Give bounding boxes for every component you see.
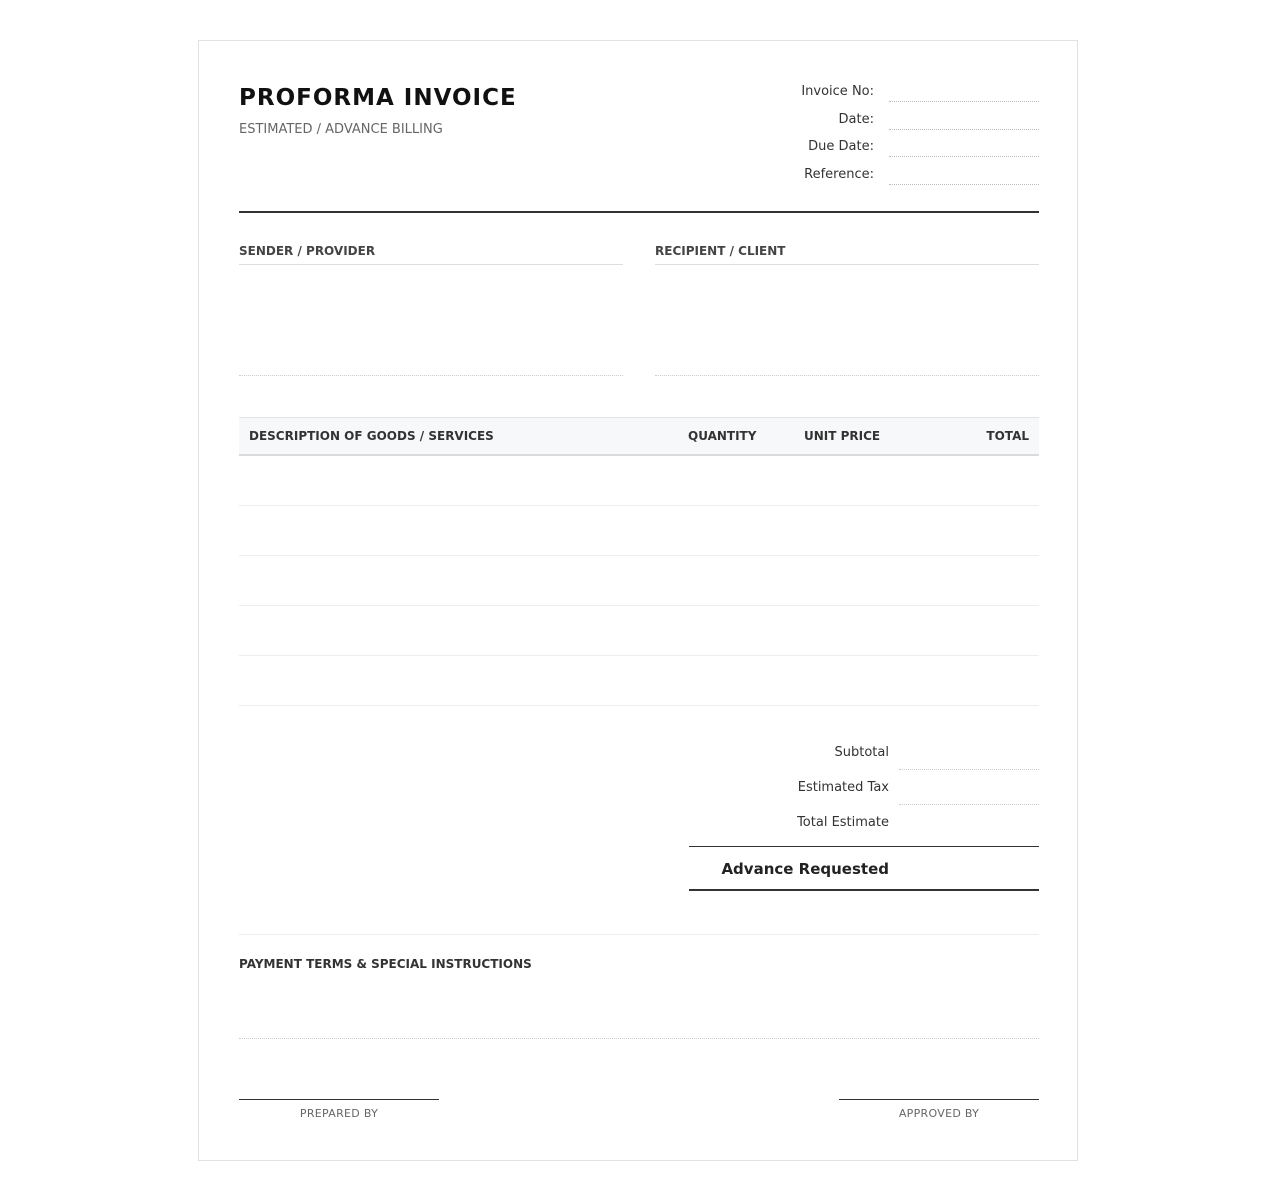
sender-field[interactable] [239,265,623,376]
subtotal-row [689,741,1039,776]
reference-label: Reference: [804,166,874,182]
recipient-field[interactable] [655,265,1039,376]
meta-row-invoice-no [739,81,1039,109]
due-date-label: Due Date: [808,139,874,154]
prepared-by-label: PREPARED BY [299,1107,379,1120]
terms-field[interactable] [239,1038,1039,1039]
items-table-header [239,417,1039,456]
total-estimate-label: Total Estimate [797,815,889,830]
col-unit-price-header: UNIT PRICE [804,429,881,443]
sender-heading: SENDER / PROVIDER [239,244,623,265]
table-row[interactable] [239,506,1039,556]
table-row[interactable] [239,556,1039,606]
approved-by-label: APPROVED BY [898,1107,980,1120]
tax-row [689,776,1039,811]
table-row[interactable] [239,656,1039,706]
invoice-title: PROFORMA INVOICE [239,85,517,111]
advance-requested-row[interactable] [689,846,1039,891]
items-table [239,417,1039,706]
invoice-no-field[interactable] [889,101,1039,102]
approved-by-signature[interactable] [839,1099,1039,1120]
sender-section [239,244,623,376]
table-row[interactable] [239,456,1039,506]
prepared-by-signature[interactable] [239,1099,439,1120]
date-label: Date: [838,111,874,127]
totals-section [689,741,1039,891]
meta-row-date [739,109,1039,137]
invoice-no-label: Invoice No: [801,84,874,99]
invoice-subtitle: ESTIMATED / ADVANCE BILLING [239,122,443,137]
date-field[interactable] [889,129,1039,130]
tax-label: Estimated Tax [797,780,889,795]
tax-field[interactable] [899,804,1039,805]
subtotal-label: Subtotal [834,745,889,760]
total-estimate-row [689,811,1039,846]
due-date-field[interactable] [889,156,1039,157]
col-quantity-header: QUANTITY [688,429,757,443]
meta-row-due-date [739,136,1039,164]
recipient-section [655,244,1039,376]
subtotal-field[interactable] [899,769,1039,770]
recipient-heading: RECIPIENT / CLIENT [655,244,1039,265]
advance-requested-label: Advance Requested [721,860,889,878]
header-divider [239,211,1039,213]
table-row[interactable] [239,606,1039,656]
col-description-header: DESCRIPTION OF GOODS / SERVICES [249,429,494,443]
terms-heading: PAYMENT TERMS & SPECIAL INSTRUCTIONS [239,957,532,971]
invoice-meta [739,81,1039,191]
meta-row-reference [739,164,1039,192]
col-total-header: TOTAL [986,429,1029,443]
invoice-page [198,40,1078,1161]
reference-field[interactable] [889,184,1039,185]
terms-divider [239,934,1039,935]
